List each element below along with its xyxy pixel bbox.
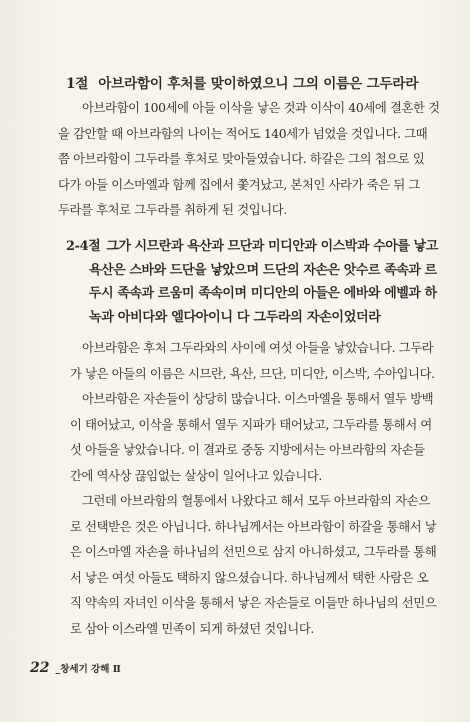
verse-line: 욕산은 스바와 드단을 낳았으며 드단의 자손은 앗수르 족속과 르 [89, 262, 437, 278]
verse-line: 두시 족속과 르움미 족속이며 미디안의 아들은 에바와 에벨과 하 [89, 286, 437, 302]
paragraph-1 [58, 96, 440, 224]
page-number: 22 [30, 660, 50, 676]
text-line: 은 이스마엘 자손을 하나님의 선민으로 삼지 아니하셨고, 그두라를 통해 [70, 545, 437, 560]
paragraph-4 [70, 489, 437, 643]
text-line: 섯 아들을 낳았습니다. 이 결과로 중동 지방에서는 아브라함의 자손들 [70, 443, 425, 458]
text-line: 아브라함은 자손들이 상당히 많습니다. 이스마엘을 통해서 열두 방백 [82, 392, 434, 406]
verse-text: 아브라함이 후처를 맞이하였으니 그의 이름은 그두라라 [98, 76, 419, 92]
running-title: _창세기 강해 Ⅱ [55, 664, 121, 675]
verse-number: 2-4절 [66, 239, 101, 254]
page-footer [30, 660, 121, 676]
verse-line: 2-4절 그가 시므란과 욕산과 므단과 미디안과 이스박과 수아를 낳고 [66, 239, 438, 254]
text-line: 아브라함은 후처 그두라와의 사이에 여섯 아들을 낳았습니다. 그두라 [82, 341, 434, 355]
text-line: 서 낳은 여섯 아들도 택하지 않으셨습니다. 하나님께서 택한 사람은 오 [70, 570, 429, 585]
text-line: 두라를 후처로 그두라를 취하게 된 것입니다. [58, 203, 287, 218]
section-heading [66, 72, 418, 92]
text-line: 로 삼아 이스라엘 민족이 되게 하셨던 것입니다. [70, 621, 314, 636]
text-line: 그런데 아브라함의 혈통에서 나왔다고 해서 모두 아브라함의 자손으 [82, 494, 430, 508]
verse-number: 1절 [66, 76, 89, 92]
verse-block [66, 235, 438, 330]
text-line: 아브라함이 100세에 아들 이삭을 낳은 것과 이삭이 40세에 결혼한 것 [82, 101, 440, 115]
paragraph-3 [70, 387, 434, 489]
text-line: 다가 아들 이스마엘과 함께 집에서 쫓겨났고, 본처인 사라가 죽은 뒤 그 [58, 177, 420, 192]
text-line: 이 태어났고, 이삭을 통해서 열두 지파가 태어났고, 그두라를 통해서 여 [70, 417, 432, 432]
paragraph-2 [70, 336, 435, 387]
verse-line: 녹과 아비다와 엘다아이니 다 그두라의 자손이었더라 [89, 310, 381, 326]
text-line: 간에 역사상 끊임없는 살상이 일어나고 있습니다. [70, 468, 322, 483]
text-line: 로 선택받은 것은 아닙니다. 하나님께서는 아브라함이 하갈을 통해서 낳 [70, 519, 437, 534]
text-line: 가 낳은 아들의 이름은 시므란, 욕산, 므단, 미디안, 이스박, 수아입니다. [70, 366, 435, 381]
text-line: 을 감안할 때 아브라함의 나이는 적어도 140세가 넘었을 것입니다. 그때 [58, 126, 428, 141]
text-line: 쯤 아브라함이 그두라를 후처로 맞아들였습니다. 하갈은 그의 첩으로 있 [58, 152, 425, 167]
text-line: 직 약속의 자녀인 이삭을 통해서 낳은 자손들로 이들만 하나님의 선민으 [70, 596, 437, 611]
